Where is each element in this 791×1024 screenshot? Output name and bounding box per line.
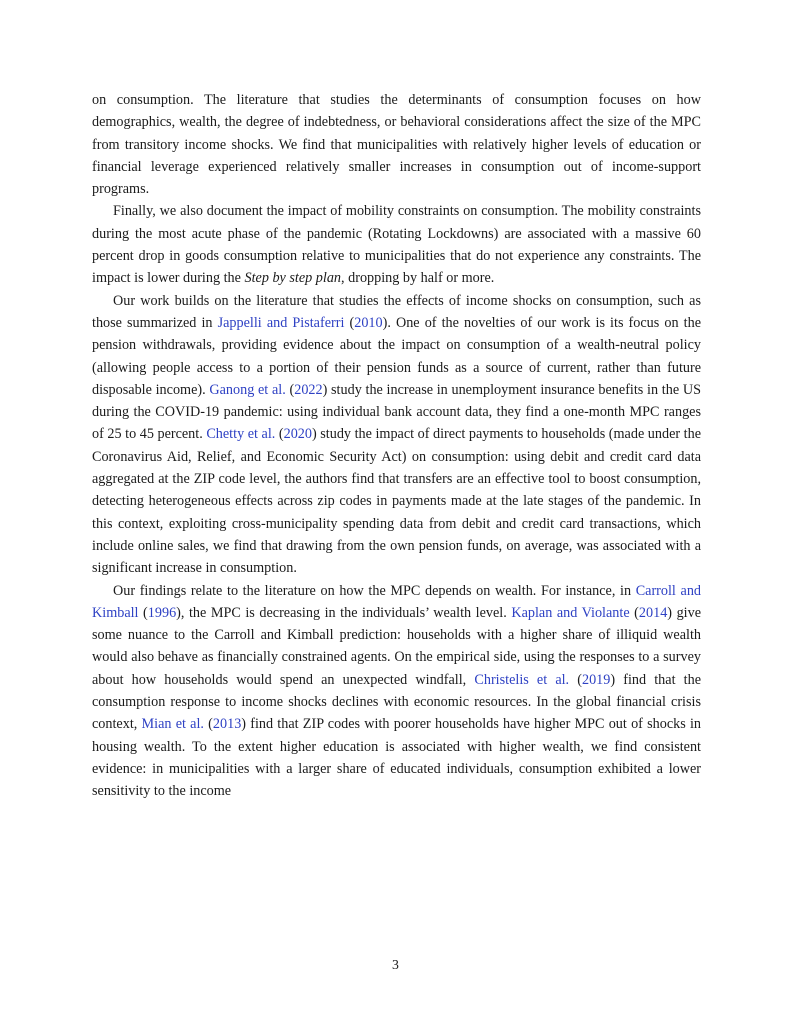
body-text: ) give some nuance to the Carroll and Kimball prediction: households with a higher share of illiquid wealth would also behave as financially constrained agents. On the empirical side, using the responses to a survey about how households would spend an unexpected windfall, <box>92 604 701 688</box>
citation-link[interactable]: 2019 <box>581 671 611 688</box>
body-text: ( <box>344 314 355 331</box>
citation-link[interactable]: 2010 <box>354 314 383 331</box>
body-text: ( <box>629 604 639 621</box>
body-text: ) find that ZIP codes with poorer households have higher MPC out of shocks in housing wealth. To the extent higher education is associated with higher wealth, we find consistent evidence: in municipalities with a larger share of educated individuals, consumption exhibited a lower sensitivity to the income <box>92 716 701 800</box>
paragraph-3 <box>92 290 701 580</box>
italic-text: Step by step plan <box>244 270 342 287</box>
body-text: ( <box>569 671 582 688</box>
citation-link[interactable]: 1996 <box>147 604 177 621</box>
body-text: Our findings relate to the literature on how the MPC depends on wealth. For instance, in <box>113 582 636 599</box>
citation-link[interactable]: 2022 <box>294 381 323 398</box>
page-body <box>92 89 701 803</box>
body-text: Our work builds on the literature that studies the effects of income shocks on consumption, such as those summarized in <box>92 292 701 331</box>
citation-link[interactable]: 2014 <box>638 604 668 621</box>
paragraph-4 <box>92 580 701 803</box>
citation-link[interactable]: Jappelli and Pistaferri <box>217 314 345 331</box>
citation-link[interactable]: Carroll and Kimball <box>92 582 702 621</box>
citation-link[interactable]: Kaplan and Violante <box>511 604 630 621</box>
body-text: ) study the impact of direct payments to households (made under the Coronavirus Aid, Relief, and Economic Security Act) on consumption: using debit and credit card data aggregated at the ZIP code level, the authors find that transfers are an effective tool to boost consumption, detecting heterogeneous effects across zip codes in payments made at the late stages of the pandemic. In this context, exploiting cross-municipality spending data from debit and credit card transactions, which include online sales, we find that drawing from the own pension funds, on average, was associated with a significant increase in consumption. <box>92 426 702 577</box>
body-text: , dropping by half or more. <box>341 270 495 287</box>
paragraph-1 <box>92 89 701 200</box>
body-text: ( <box>138 604 148 621</box>
citation-link[interactable]: Christelis et al. <box>474 671 570 688</box>
body-text: Finally, we also document the impact of mobility constraints on consumption. The mobility constraints during the most acute phase of the pandemic (Rotating Lockdowns) are associated with a massive 60 percent drop in goods consumption relative to municipalities that do not experience any constraints. The impact is lower during the <box>92 203 701 287</box>
body-text: ( <box>285 381 295 398</box>
citation-link[interactable]: 2020 <box>283 426 312 443</box>
citation-link[interactable]: Chetty et al. <box>206 426 276 443</box>
body-text: on consumption. The literature that studies the determinants of consumption focuses on how demographics, wealth, the degree of indebtedness, or behavioral considerations affect the size of the MPC from transitory income shocks. We find that municipalities with relatively higher levels of education or financial leverage experienced relatively smaller increases in consumption out of income-support programs. <box>92 92 701 198</box>
body-text: ) find that the consumption response to income shocks declines with economic resources. In the global financial crisis context, <box>92 671 701 733</box>
body-text: ( <box>203 716 213 733</box>
body-text: ). One of the novelties of our work is its focus on the pension withdrawals, providing evidence about the impact on consumption of a wealth-neutral policy (allowing people access to a portion of their pension funds as a source of current, rather than future disposable income). <box>92 314 701 398</box>
citation-link[interactable]: Ganong et al. <box>209 381 286 398</box>
body-text: ), the MPC is decreasing in the individuals’ wealth level. <box>176 604 512 621</box>
paragraph-2 <box>92 200 701 289</box>
citation-link[interactable]: Mian et al. <box>141 716 204 733</box>
citation-link[interactable]: 2013 <box>212 716 242 733</box>
page-number: 3 <box>392 957 399 972</box>
body-text: ) study the increase in unemployment insurance benefits in the US during the COVID-19 pandemic: using individual bank account data, they find a one-month MPC ranges of 25 to 45 percent. <box>92 381 701 443</box>
body-text: ( <box>275 426 284 443</box>
